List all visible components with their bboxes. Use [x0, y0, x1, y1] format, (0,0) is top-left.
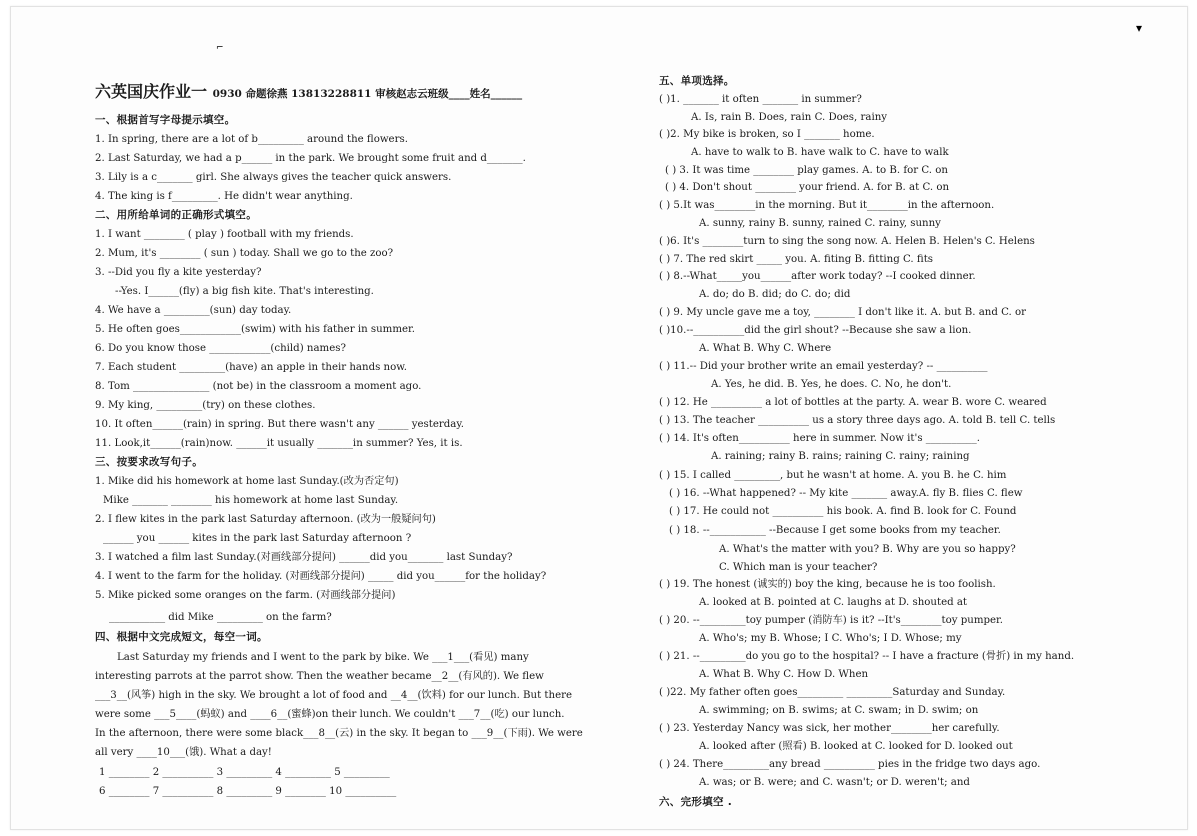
question-line: 5. Mike picked some oranges on the farm. (对画线部分提问) — [95, 590, 396, 601]
question-line: ( ) 7. The red skirt _____ you. A. fiting B. fitting C. fits — [659, 254, 934, 265]
question-line: ( ) 3. It was time ________ play games. A. to B. for C. on — [665, 165, 948, 176]
option-line: A. What B. Why C. How D. When — [699, 669, 869, 680]
option-line: A. Is, rain B. Does, rain C. Does, rainy — [691, 112, 888, 123]
question-line: ___________ did Mike _________ on the farm? — [109, 612, 332, 623]
question-line: ( )2. My bike is broken, so I _______ home. — [659, 129, 875, 140]
question-line: 1. I want ________ ( play ) football with my friends. — [95, 229, 354, 240]
question-line: 4. The king is f_________. He didn't wear anything. — [95, 191, 353, 202]
passage-line: Last Saturday my friends and I went to the park by bike. We ___1___(看见) many — [117, 652, 529, 663]
question-line: ( ) 14. It's often__________ here in summer. Now it's __________. — [659, 433, 980, 444]
question-line: ( )6. It's ________turn to sing the song now. A. Helen B. Helen's C. Helens — [659, 236, 1035, 247]
option-line: A. was; or B. were; and C. wasn't; or D. weren't; and — [699, 777, 970, 788]
worksheet-title — [95, 82, 523, 101]
question-line: ( ) 11.-- Did your brother write an email yesterday? -- __________ — [659, 361, 988, 372]
section-heading: 二、用所给单词的正确形式填空。 — [95, 209, 257, 221]
question-line: 4. We have a _________(sun) day today. — [95, 305, 292, 316]
option-line: A. sunny, rainy B. sunny, rained C. rainy, sunny — [699, 218, 941, 229]
section-heading: 三、按要求改写句子。 — [95, 456, 203, 468]
scan-mark: ⌐ — [216, 43, 224, 53]
passage-line: interesting parrots at the parrot show. Then the weather became__2__(有风的). We flew — [95, 671, 544, 682]
section-heading: 五、单项选择。 — [659, 75, 735, 87]
option-line: C. Which man is your teacher? — [719, 562, 878, 573]
question-line: ( ) 15. I called _________, but he wasn't at home. A. you B. he C. him — [659, 470, 1007, 481]
question-line: ( ) 24. There_________any bread __________ pies in the fridge two days ago. — [659, 759, 1041, 770]
question-line: 2. Mum, it's ________ ( sun ) today. Shall we go to the zoo? — [95, 248, 394, 259]
question-line: 8. Tom _______________ (not be) in the classroom a moment ago. — [95, 381, 422, 392]
option-line: A. swimming; on B. swims; at C. swam; in D. swim; on — [699, 705, 979, 716]
question-line: 1. In spring, there are a lot of b_________ around the flowers. — [95, 134, 408, 145]
question-line: ( ) 17. He could not __________ his book. A. find B. look for C. Found — [669, 506, 1017, 517]
question-line: 11. Look,it______(rain)now. ______it usually _______in summer? Yes, it is. — [95, 438, 463, 449]
question-line: ( ) 5.It was________in the morning. But it________in the afternoon. — [659, 200, 995, 211]
question-line: ( ) 16. --What happened? -- My kite _______ away.A. fly B. flies C. flew — [669, 488, 1023, 499]
passage-line: ___3__(风筝) high in the sky. We brought a lot of food and __4__(饮料) for our lunch. But there — [95, 690, 573, 701]
question-line: --Yes. I______(fly) a big fish kite. That's interesting. — [115, 286, 374, 297]
question-line: ( ) 23. Yesterday Nancy was sick, her mother________her carefully. — [659, 723, 1000, 734]
title-meta: 0930 命题徐燕 13813228811 审核赵志云班级____姓名______ — [212, 88, 523, 100]
question-line: ( ) 18. --___________ --Because I get some books from my teacher. — [669, 525, 1001, 536]
question-line: ( ) 19. The honest (诚实的) boy the king, because he is too foolish. — [659, 579, 996, 590]
question-line: 3. Lily is a c_______ girl. She always gives the teacher quick answers. — [95, 172, 452, 183]
option-line: A. raining; rainy B. rains; raining C. rainy; raining — [711, 451, 970, 462]
question-line: ( ) 8.--What_____you______after work today? --I cooked dinner. — [659, 271, 976, 282]
question-line: Mike _______ ________ his homework at home last Sunday. — [103, 495, 399, 506]
passage-line: In the afternoon, there were some black___8__(云) in the sky. It began to ___9__(下雨). We were — [95, 728, 583, 739]
question-line: 6. Do you know those ____________(child) names? — [95, 343, 346, 354]
question-line: ( ) 21. --_________do you go to the hospital? -- I have a fracture (骨折) in my hand. — [659, 651, 1075, 662]
question-line: 3. I watched a film last Sunday.(对画线部分提问) ______did you_______ last Sunday? — [95, 552, 513, 563]
question-line: ( ) 20. --_________toy pumper (消防车) is it? --It's________toy pumper. — [659, 615, 1004, 626]
option-line: A. have to walk to B. have walk to C. have to walk — [691, 147, 949, 158]
option-line: A. looked after (照看) B. looked at C. looked for D. looked out — [699, 741, 1013, 752]
question-line: 7. Each student _________(have) an apple in their hands now. — [95, 362, 408, 373]
question-line: 3. --Did you fly a kite yesterday? — [95, 267, 262, 278]
question-line: ( ) 13. The teacher __________ us a story three days ago. A. told B. tell C. tells — [659, 415, 1056, 426]
option-line: A. do; do B. did; do C. do; did — [699, 289, 851, 300]
option-line: A. What's the matter with you? B. Why are you so happy? — [719, 544, 1016, 555]
question-line: 4. I went to the farm for the holiday. (对画线部分提问) _____ did you______for the holiday? — [95, 571, 547, 582]
worksheet-page — [10, 6, 1188, 830]
question-line: ( )22. My father often goes_________ _________Saturday and Sunday. — [659, 687, 1006, 698]
question-line: 2. Last Saturday, we had a p______ in the park. We brought some fruit and d_______. — [95, 153, 526, 164]
question-line: ( )10.--__________did the girl shout? --Because she saw a lion. — [659, 325, 972, 336]
question-line: 10. It often______(rain) in spring. But there wasn't any ______ yesterday. — [95, 419, 464, 430]
option-line: A. Who's; my B. Whose; I C. Who's; I D. Whose; my — [699, 633, 962, 644]
section-heading: 六、完形填空 . — [659, 796, 733, 808]
option-line: A. looked at B. pointed at C. laughs at D. shouted at — [699, 597, 968, 608]
question-line: 9. My king, _________(try) on these clothes. — [95, 400, 316, 411]
option-line: A. Yes, he did. B. Yes, he does. C. No, he don't. — [711, 379, 952, 390]
question-line: ( ) 12. He __________ a lot of bottles at the party. A. wear B. wore C. weared — [659, 397, 1047, 408]
answer-blanks: 6 ________ 7 __________ 8 _________ 9 ________ 10 __________ — [99, 786, 397, 797]
title-main: 六英国庆作业一 — [95, 82, 208, 101]
option-line: A. What B. Why C. Where — [699, 343, 832, 354]
scan-mark: ▾ — [1136, 21, 1143, 35]
section-heading: 四、根据中文完成短文，每空一词。 — [95, 631, 268, 643]
question-line: ( ) 9. My uncle gave me a toy, ________ I don't like it. A. but B. and C. or — [659, 307, 1027, 318]
question-line: ( ) 4. Don't shout ________ your friend. A. for B. at C. on — [665, 182, 950, 193]
question-line: 2. I flew kites in the park last Saturday afternoon. (改为一般疑问句) — [95, 514, 436, 525]
question-line: 1. Mike did his homework at home last Sunday.(改为否定句) — [95, 476, 399, 487]
question-line: 5. He often goes____________(swim) with his father in summer. — [95, 324, 416, 335]
section-heading: 一、根据首写字母提示填空。 — [95, 114, 236, 126]
passage-line: all very ____10___(饿). What a day! — [95, 747, 272, 758]
answer-blanks: 1 ________ 2 __________ 3 _________ 4 _________ 5 _________ — [99, 767, 390, 778]
question-line: ______ you ______ kites in the park last Saturday afternoon ? — [103, 533, 412, 544]
question-line: ( )1. _______ it often _______ in summer? — [659, 94, 862, 105]
passage-line: were some ___5____(蚂蚁) and ____6__(蜜蜂)on their lunch. We couldn't ___7__(吃) our lunch. — [95, 709, 565, 720]
